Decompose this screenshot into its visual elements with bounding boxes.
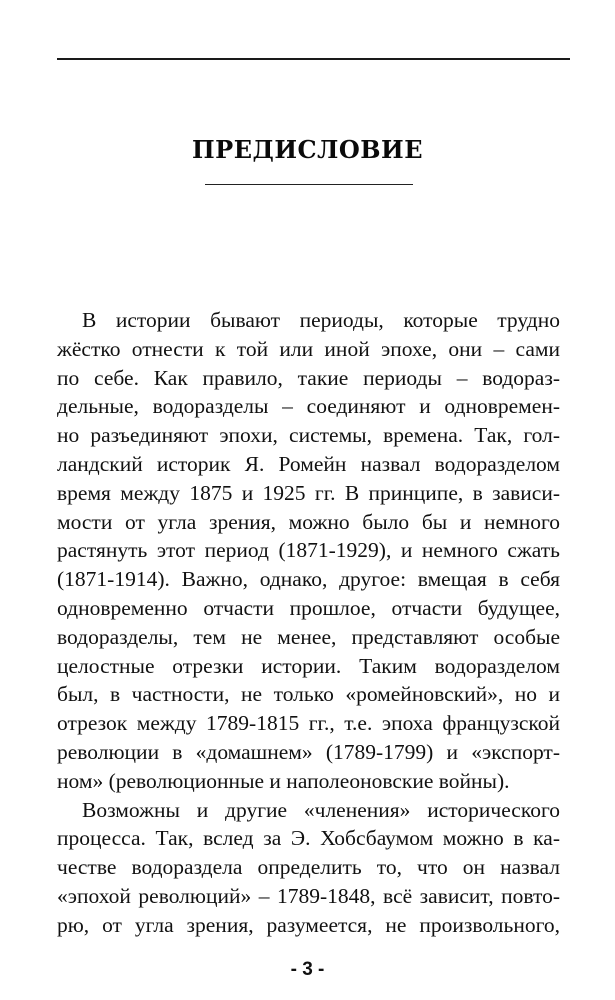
text-line: процесса. Так, вслед за Э. Хобсбаумом можно в ка- <box>57 826 560 851</box>
text-line: «эпохой революций» – 1789-1848, всё зависит, повто- <box>57 883 560 908</box>
chapter-title: ПРЕДИСЛОВИЕ <box>191 135 423 164</box>
text-line: рю, от угла зрения, разумеется, не произвольного, <box>57 912 560 937</box>
body-text <box>57 306 560 940</box>
text-line: растянуть этот период (1871-1929), и немного сжать <box>57 538 560 563</box>
text-line: (1871-1914). Важно, однако, другое: вмещая в себя <box>57 567 560 592</box>
text-line: В истории бывают периоды, которые трудно <box>82 308 560 332</box>
text-line: но разъединяют эпохи, системы, времена. Так, гол- <box>57 423 560 448</box>
text-line: отрезок между 1789-1815 гг., т.е. эпоха французской <box>57 711 560 736</box>
title-underline <box>205 184 413 185</box>
text-line: революции в «домашнем» (1789-1799) и «экспорт- <box>57 739 560 764</box>
text-line: дельные, водоразделы – соединяют и одновремен- <box>57 394 560 419</box>
text-line: жёстко отнести к той или иной эпохе, они – сами <box>57 336 560 361</box>
header-rule <box>57 58 570 60</box>
text-line: водоразделы, тем не менее, представляют особые <box>57 624 560 649</box>
text-line: мости от угла зрения, можно было бы и немного <box>57 509 560 534</box>
text-line: ном» (революционные и наполеоновские войны). <box>57 768 510 793</box>
text-line: одновременно отчасти прошлое, отчасти будущее, <box>57 595 560 620</box>
text-line: Возможны и другие «членения» исторического <box>82 797 560 822</box>
page-number: - 3 - <box>290 959 325 980</box>
paragraph-2 <box>57 796 560 940</box>
text-line: целостные отрезки истории. Таким водоразделом <box>57 653 560 678</box>
text-line: время между 1875 и 1925 гг. В принципе, в зависи- <box>57 480 560 505</box>
text-line: по себе. Как правило, такие периоды – водораз- <box>57 365 560 390</box>
text-line: ландский историк Я. Ромейн назвал водоразделом <box>57 451 560 476</box>
text-line: честве водораздела определить то, что он назвал <box>57 855 560 880</box>
text-line: был, в частности, не только «ромейновский», но и <box>57 682 560 707</box>
paragraph-1 <box>57 306 560 796</box>
